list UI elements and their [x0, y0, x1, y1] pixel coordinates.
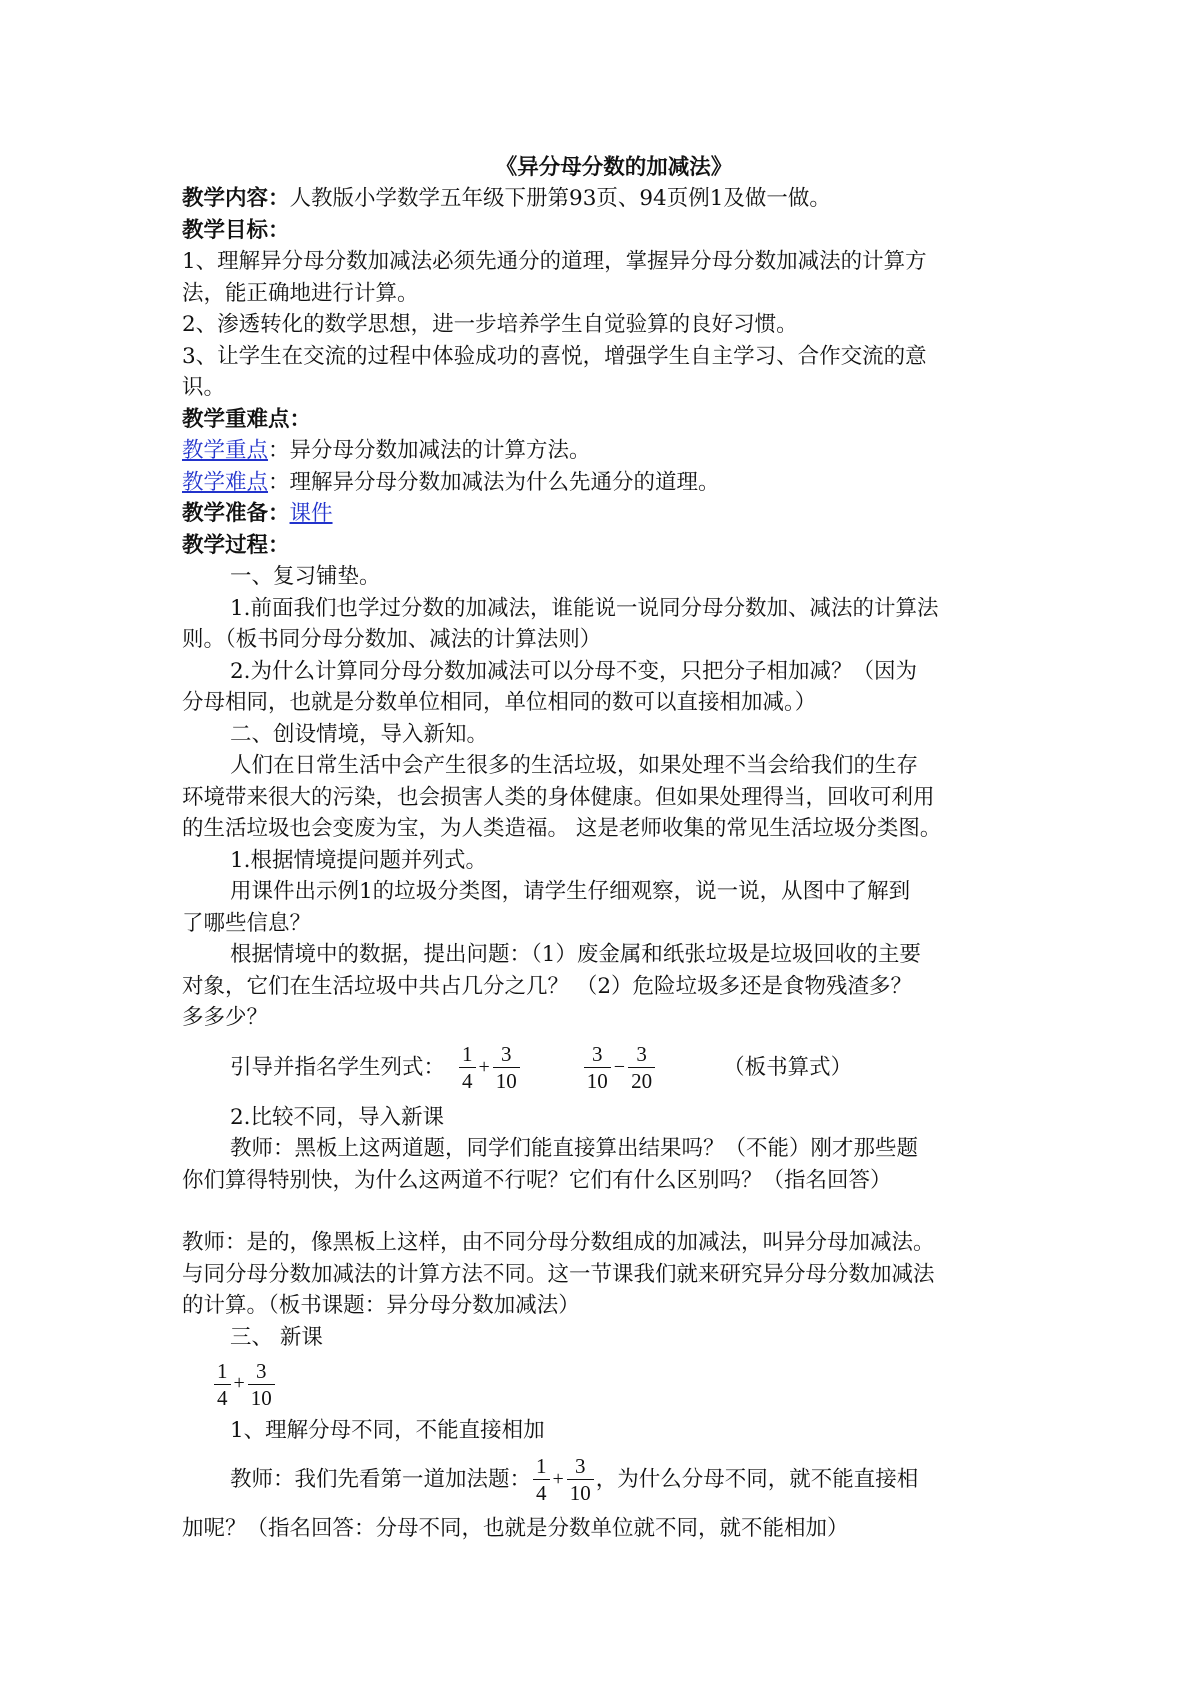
fraction — [248, 1358, 275, 1411]
fraction — [493, 1041, 520, 1094]
para-6a: 根据情境中的数据，提出问题：（1）废金属和纸张垃圾是垃圾回收的主要 — [230, 942, 921, 967]
blank-line — [182, 1196, 1022, 1227]
content-text: 人教版小学数学五年级下册第93页、94页例1及做一做。 — [289, 186, 831, 211]
para-6c: 多多少？ — [182, 1005, 269, 1030]
minus-operator: − — [613, 1055, 626, 1078]
para-8a: 教师：黑板上这两道题，同学们能直接算出结果吗？（不能）刚才那些题 — [230, 1136, 919, 1161]
para-10: 1、理解分母不同，不能直接相加 — [230, 1418, 545, 1443]
goal-2: 2、渗透转化的数学思想，进一步培养学生自觉验算的良好习惯。 — [182, 312, 798, 337]
para-3b: 环境带来很大的污染，也会损害人类的身体健康。但如果处理得当，回收可利用 — [182, 784, 935, 810]
plus-operator: + — [552, 1467, 564, 1490]
para-5a: 用课件出示例1的垃圾分类图，请学生仔细观察，说一说，从图中了解到 — [230, 879, 911, 904]
para-4: 1.根据情境提问题并列式。 — [230, 847, 488, 873]
plus-operator: + — [478, 1055, 490, 1078]
para-1a: 1.前面我们也学过分数的加减法，谁能说一说同分母分数加、减法的计算法 — [230, 595, 939, 621]
focus-line — [182, 435, 1022, 467]
difficulty-text: ：理解异分母分数加减法为什么先通分的道理。 — [268, 469, 720, 495]
goals-heading: 教学目标： — [182, 217, 290, 243]
para-9a: 教师：是的，像黑板上这样，由不同分母分数组成的加减法，叫异分母加减法。 — [182, 1230, 935, 1255]
para-7: 2.比较不同，导入新课 — [230, 1104, 445, 1130]
goal-3b: 识。 — [182, 375, 226, 400]
plus-operator: + — [233, 1372, 245, 1395]
para-9b: 与同分母分数加减法的计算方法不同。这一节课我们就来研究异分母分数加减法 — [182, 1261, 935, 1287]
numerator: 3 — [493, 1041, 520, 1068]
denominator: 10 — [569, 1481, 591, 1505]
fraction — [459, 1041, 476, 1094]
fraction — [533, 1453, 550, 1506]
board-note: （板书算式） — [723, 1054, 853, 1080]
fraction — [567, 1453, 594, 1506]
difficulty-line — [182, 467, 1022, 499]
expression-add — [212, 1358, 277, 1411]
content-line — [182, 183, 1022, 215]
para-8b: 你们算得特别快，为什么这两道不行呢？它们有什么区别吗？（指名回答） — [182, 1167, 892, 1193]
numerator: 3 — [584, 1041, 611, 1068]
guide-formula-line — [182, 1034, 1022, 1102]
numerator: 1 — [214, 1358, 231, 1385]
goal-3a: 3、让学生在交流的过程中体验成功的喜悦，增强学生自主学习、合作交流的意 — [182, 343, 927, 369]
numerator: 1 — [459, 1041, 476, 1068]
denominator: 10 — [495, 1069, 517, 1093]
expression-add — [531, 1453, 596, 1506]
denominator: 4 — [217, 1385, 228, 1410]
numerator: 3 — [248, 1358, 275, 1385]
content-label: 教学内容： — [182, 186, 290, 211]
para-2b: 分母相同，也就是分数单位相同，单位相同的数可以直接相加减。） — [182, 690, 817, 715]
focus-text: ：异分母分数加减法的计算方法。 — [268, 438, 591, 463]
fraction — [214, 1358, 231, 1411]
expression-subtract — [582, 1041, 657, 1094]
numerator: 3 — [628, 1041, 655, 1068]
section-3-title: 三、 新课 — [230, 1324, 323, 1350]
guide-label: 引导并指名学生列式： — [230, 1054, 446, 1080]
para-3c: 的生活垃圾也会变废为宝，为人类造福。 这是老师收集的常见生活垃圾分类图。 — [182, 816, 942, 841]
para-11 — [182, 1447, 1022, 1513]
numerator: 1 — [533, 1453, 550, 1480]
para-5b: 了哪些信息？ — [182, 910, 312, 936]
prep-line — [182, 498, 1022, 530]
focus-link[interactable]: 教学重点 — [182, 438, 269, 463]
para-3a: 人们在日常生活中会产生很多的生活垃圾，如果处理不当会给我们的生存 — [230, 753, 919, 778]
section-1-title: 一、复习铺垫。 — [230, 564, 381, 589]
para-9c: 的计算。（板书课题：异分母分数加减法） — [182, 1293, 580, 1318]
courseware-link[interactable]: 课件 — [289, 501, 333, 526]
lesson-plan — [182, 152, 1022, 1544]
denominator: 10 — [586, 1069, 608, 1093]
denominator: 10 — [250, 1385, 272, 1410]
goal-1b: 法，能正确地进行计算。 — [182, 280, 419, 306]
process-heading: 教学过程： — [182, 532, 290, 558]
para-11-pre: 教师：我们先看第一道加法题： — [230, 1466, 532, 1492]
section-2-title: 二、创设情境，导入新知。 — [230, 721, 489, 747]
prep-label: 教学准备： — [182, 501, 290, 526]
para-2a: 2.为什么计算同分母分数加减法可以分母不变，只把分子相加减？（因为 — [230, 658, 918, 684]
goal-1a: 1、理解异分母分数加减法必须先通分的道理，掌握异分母分数加减法的计算方 — [182, 249, 927, 274]
para-11-post: ，为什么分母不同，就不能直接相 — [595, 1466, 919, 1492]
new-lesson-formula — [182, 1353, 1022, 1415]
denominator: 20 — [631, 1069, 653, 1093]
para-12: 加呢？（指名回答：分母不同，也就是分数单位就不同，就不能相加） — [182, 1515, 849, 1541]
keypoints-heading: 教学重难点： — [182, 406, 312, 432]
fraction — [584, 1041, 611, 1094]
expression-add — [457, 1041, 522, 1094]
numerator: 3 — [567, 1453, 594, 1480]
difficulty-link[interactable]: 教学难点 — [182, 469, 269, 495]
denominator: 4 — [536, 1481, 547, 1505]
para-1b: 则。（板书同分母分数加、减法的计算法则） — [182, 627, 602, 652]
fraction — [628, 1041, 655, 1094]
denominator: 4 — [462, 1069, 473, 1093]
page-title: 《异分母分数的加减法》 — [495, 155, 733, 180]
para-6b: 对象，它们在生活垃圾中共占几分之几？ （2）危险垃圾多还是食物残渣多？ — [182, 973, 913, 999]
